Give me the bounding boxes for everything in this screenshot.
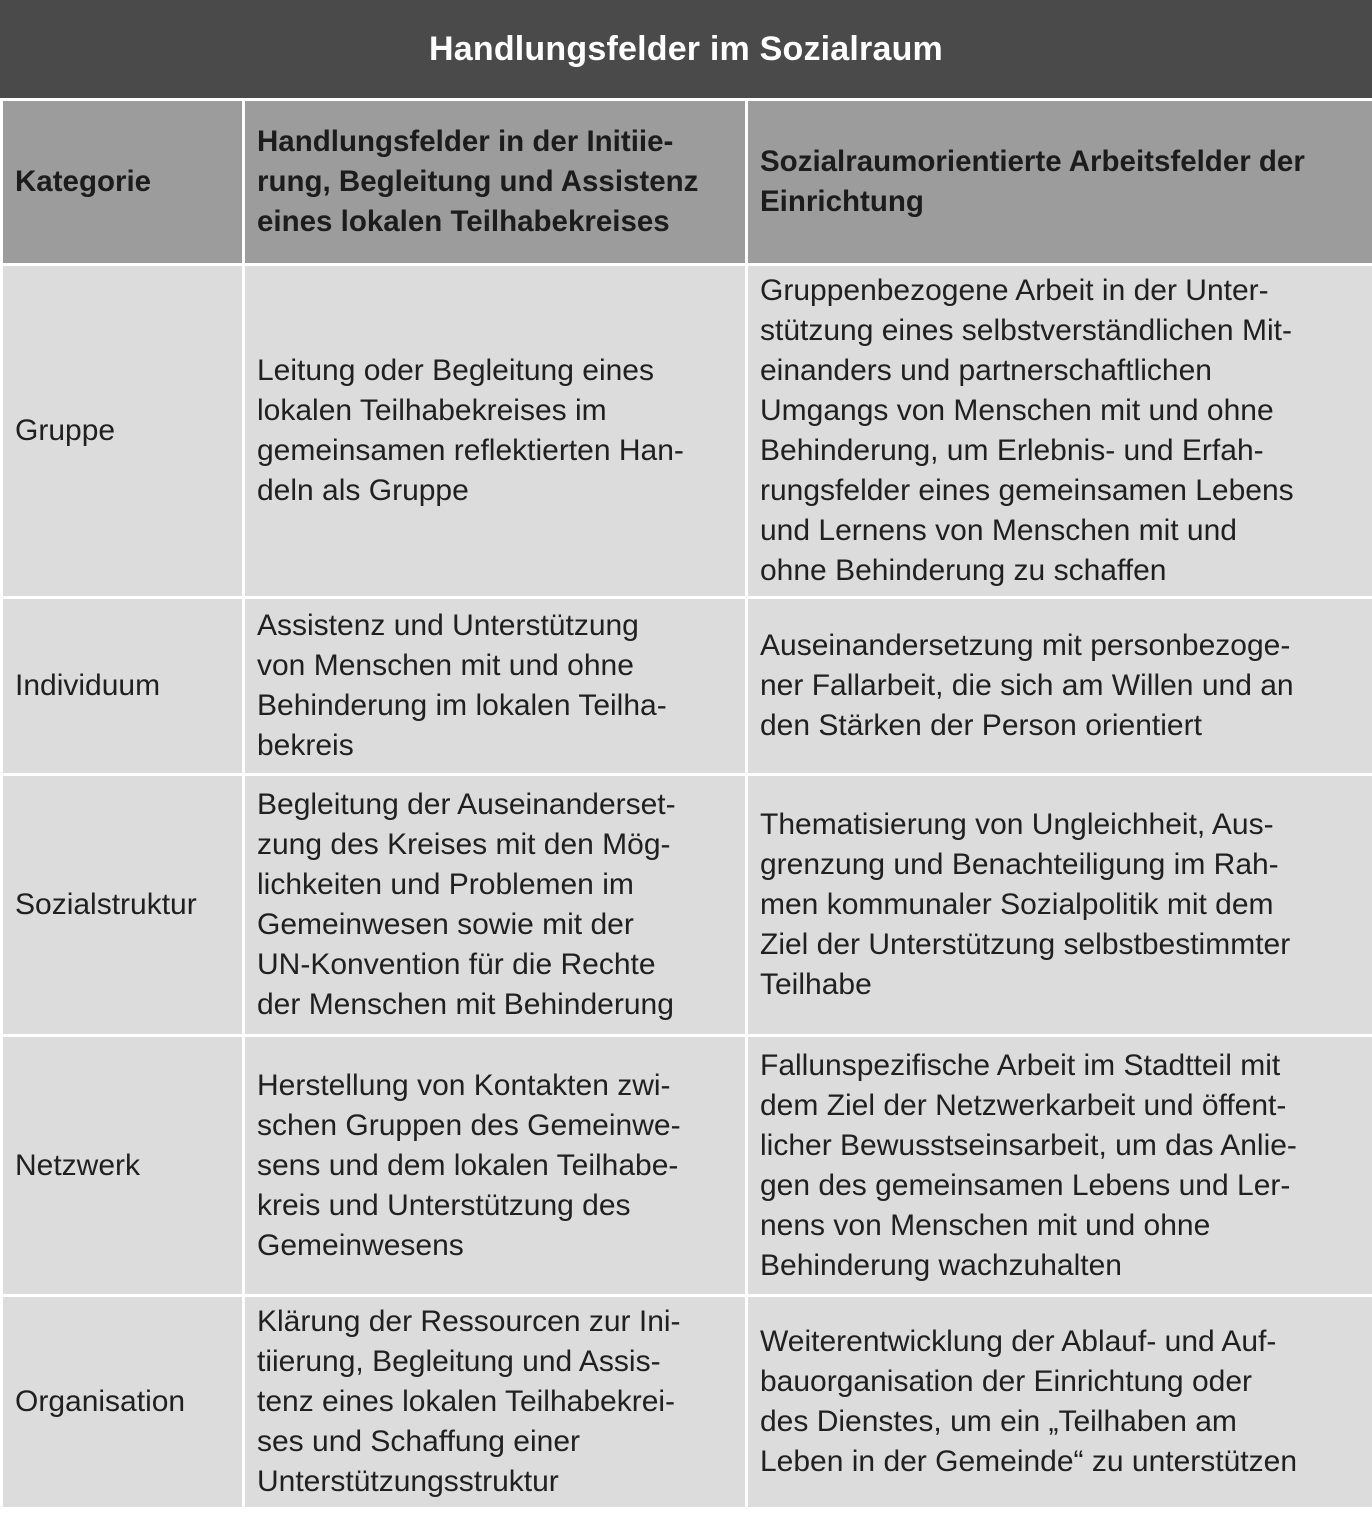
header-kategorie: Kategorie bbox=[2, 100, 244, 265]
table-row bbox=[2, 1296, 1372, 1509]
header-handlungsfelder: Handlungsfelder in der Initiie- rung, Begleitung und Assistenz eines lokalen Teilhabekreises bbox=[244, 100, 747, 265]
arbeitsfeld-cell: Auseinandersetzung mit personbezoge- ner Fallarbeit, die sich am Willen und an den Stärken der Person orientiert bbox=[747, 598, 1372, 775]
category-cell: Organisation bbox=[2, 1296, 244, 1509]
arbeitsfeld-cell: Weiterentwicklung der Ablauf- und Auf- bauorganisation der Einrichtung oder des Dienstes, um ein „Teilhaben am Leben in der Gemeinde“ zu unterstützen bbox=[747, 1296, 1372, 1509]
page-title: Handlungsfelder im Sozialraum bbox=[428, 29, 943, 68]
handlungsfeld-cell: Klärung der Ressourcen zur Ini- tiierung, Begleitung und Assis- tenz eines lokalen Teilhabekrei- ses und Schaffung einer Unterstützungsstruktur bbox=[244, 1296, 747, 1509]
handlungsfeld-cell: Begleitung der Auseinanderset- zung des Kreises mit den Mög- lichkeiten und Problemen im Gemeinwesen sowie mit der UN-Konvention für die Rechte der Menschen mit Behinderung bbox=[244, 775, 747, 1036]
table-row bbox=[2, 598, 1372, 775]
title-bar bbox=[0, 0, 1372, 98]
category-cell: Individuum bbox=[2, 598, 244, 775]
arbeitsfeld-cell: Thematisierung von Ungleichheit, Aus- grenzung und Benachteiligung im Rah- men kommunaler Sozialpolitik mit dem Ziel der Unterstützung selbstbestimmter Teilhabe bbox=[747, 775, 1372, 1036]
header-row bbox=[2, 100, 1372, 265]
category-cell: Gruppe bbox=[2, 265, 244, 598]
arbeitsfeld-cell: Fallunspezifische Arbeit im Stadtteil mit dem Ziel der Netzwerkarbeit und öffent- licher Bewusstseinsarbeit, um das Anlie- gen des gemeinsamen Lebens und Ler- nens von Menschen mit und ohne Behinderung wachzuhalten bbox=[747, 1036, 1372, 1296]
table-body bbox=[2, 265, 1372, 1509]
table-row bbox=[2, 265, 1372, 598]
table-header bbox=[2, 100, 1372, 265]
table-row bbox=[2, 775, 1372, 1036]
category-cell: Netzwerk bbox=[2, 1036, 244, 1296]
handlungsfelder-table bbox=[0, 98, 1372, 1510]
header-arbeitsfelder: Sozialraumorientierte Arbeitsfelder der Einrichtung bbox=[747, 100, 1372, 265]
handlungsfeld-cell: Leitung oder Begleitung eines lokalen Teilhabekreises im gemeinsamen reflektierten Han- deln als Gruppe bbox=[244, 265, 747, 598]
category-cell: Sozialstruktur bbox=[2, 775, 244, 1036]
handlungsfeld-cell: Herstellung von Kontakten zwi- schen Gruppen des Gemeinwe- sens und dem lokalen Teilhabe- kreis und Unterstützung des Gemeinwesens bbox=[244, 1036, 747, 1296]
handlungsfeld-cell: Assistenz und Unterstützung von Menschen mit und ohne Behinderung im lokalen Teilha- bekreis bbox=[244, 598, 747, 775]
arbeitsfeld-cell: Gruppenbezogene Arbeit in der Unter- stützung eines selbstverständlichen Mit- einanders und partnerschaftlichen Umgangs von Menschen mit und ohne Behinderung, um Erlebnis- und Erfah- rungsfelder eines gemeinsamen Lebens und Lernens von Menschen mit und ohne Behinderung zu schaffen bbox=[747, 265, 1372, 598]
table-row bbox=[2, 1036, 1372, 1296]
